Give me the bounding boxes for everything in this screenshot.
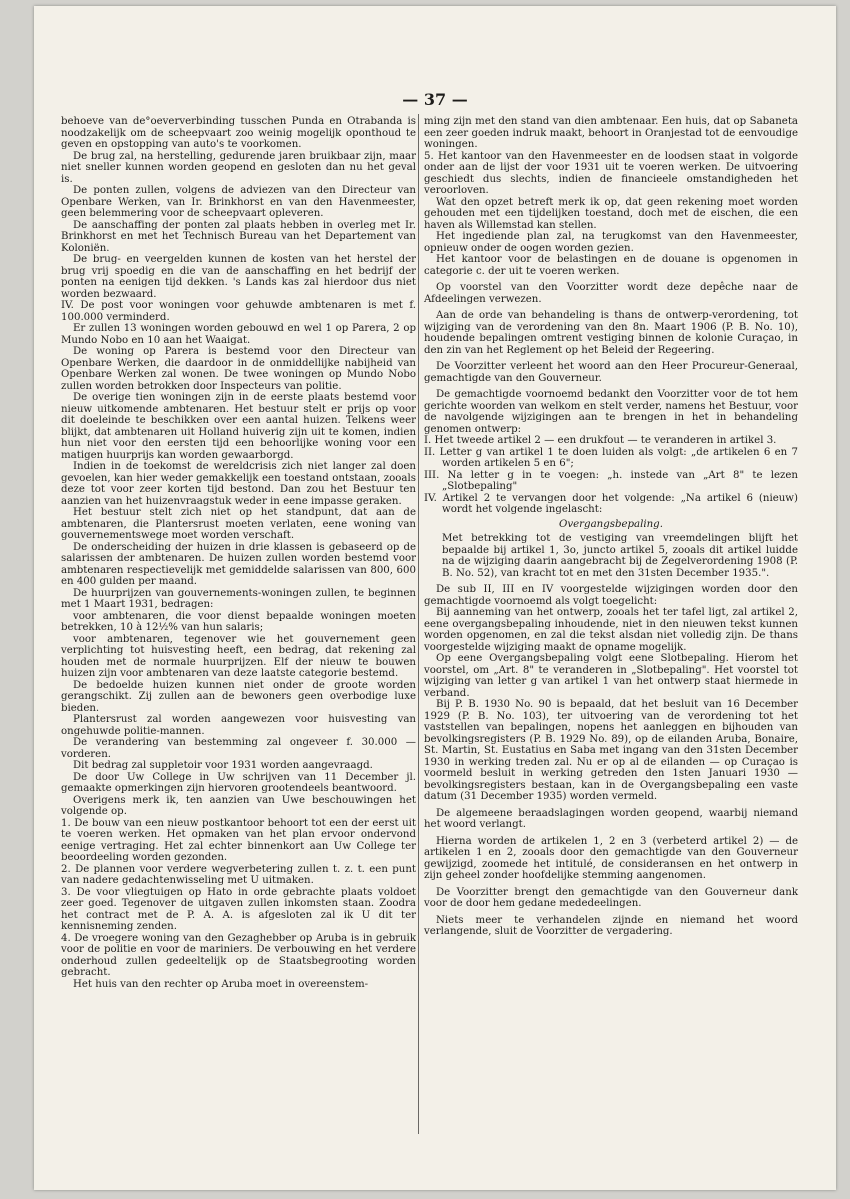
paragraph: De overige tien woningen zijn in de eerste plaats bestemd voor nieuw uitkomende ambtenaren. Het bestuur stelt er prijs op voor dit doeleinde te beschikken over een aantal huizen. Telkens weer blijkt, dat ambtenaren uit Holland huiverig zijn uit te komen, indien hun niet voor den eersten tijd een behoorlijke woning voor een matigen huurprijs kan worden gewaarborgd.	[61, 392, 416, 461]
paragraph: 2. De plannen voor verdere wegverbetering zullen t. z. t. een punt van nadere gedachtenwisseling met U uitmaken.	[61, 863, 416, 886]
paragraph: Wat den opzet betreft merk ik op, dat geen rekening moet worden gehouden met een tijdelijken toestand, doch met de eischen, die een haven als Willemstad kan stellen.	[424, 196, 798, 231]
paragraph: Op eene Overgangsbepaling volgt eene Slotbepaling. Hierom het voorstel, om „Art. 8" te veranderen in „Slotbepaling". Het voorstel tot wijziging van letter g van artikel 1 van het ontwerp staat hiermede in verband.	[424, 653, 798, 699]
paragraph: De huurprijzen van gouvernements-woningen zullen, te beginnen met 1 Maart 1931, bedragen:	[61, 587, 416, 610]
paragraph: De algemeene beraadslagingen worden geopend, waarbij niemand het woord verlangt.	[424, 807, 798, 830]
paragraph: Niets meer te verhandelen zijnde en niemand het woord verlangende, sluit de Voorzitter de vergadering.	[424, 914, 798, 937]
paragraph: De ponten zullen, volgens de adviezen van den Directeur van Openbare Werken, van Ir. Brinkhorst en van den Havenmeester, geen belemmering voor de scheepvaart opleveren.	[61, 185, 416, 219]
paragraph: De onderscheiding der huizen in drie klassen is gebaseerd op de salarissen der ambtenaren. De huizen zullen worden bestemd voor ambtenaren respectievelijk met gemiddelde salarissen van 800, 600 en 400 gulden per maand.	[61, 541, 416, 587]
paragraph: Het kantoor voor de belastingen en de douane is opgenomen in categorie c. der uit te voeren werken.	[424, 254, 798, 277]
paragraph: Het bestuur stelt zich niet op het standpunt, dat aan de ambtenaren, die Plantersrust moeten verlaten, eene woning van gouvernementswege moet worden verschaft.	[61, 507, 416, 541]
paragraph: 1. De bouw van een nieuw postkantoor behoort tot een der eerst uit te voeren werken. Het opmaken van het plan ervoor ondervond eenige vertraging. Het zal echter binnenkort aan Uw College ter beoordeeling worden gezonden.	[61, 817, 416, 863]
paragraph: Dit bedrag zal suppletoir voor 1931 worden aangevraagd.	[73, 760, 373, 771]
paragraph: De bedoelde huizen kunnen niet onder de groote worden gerangschikt. Zij zullen aan de bewoners geen overbodige luxe bieden.	[61, 679, 416, 714]
left-column	[61, 116, 416, 990]
paragraph: Bij aanneming van het ontwerp, zooals het ter tafel ligt, zal artikel 2, eene overgangsbepaling inhoudende, niet in den nieuwen tekst kunnen worden opgenomen, en zal die tekst alsdan niet volledig zijn. De thans voorgestelde wijziging maakt de opname mogelijk.	[424, 607, 798, 653]
paragraph: Overigens merk ik, ten aanzien van Uwe beschouwingen het volgende op.	[61, 794, 416, 817]
paragraph: behoeve van de°oeververbinding tusschen Punda en Otrabanda is noodzakelijk om de scheepvaart zoo weinig mogelijk oponthoud te geven en opstopping van auto's te voorkomen.	[61, 116, 416, 150]
paragraph: De sub II, III en IV voorgestelde wijzigingen worden door den gemachtigde voornoemd als volgt toegelicht:	[424, 584, 798, 607]
paragraph: 3. De voor vliegtuigen op Hato in orde gebrachte plaats voldoet zeer goed. Tegenover de uitgaven zullen inkomsten staan. Zoodra het contract met de P. A. A. is afgesloten zal ik U dit ter kennisneming zenden.	[61, 886, 416, 932]
paragraph: De brug zal, na herstelling, gedurende jaren bruikbaar zijn, maar niet sneller kunnen worden geopend en gesloten dan nu het geval is.	[61, 150, 416, 185]
paragraph: De verandering van bestemming zal ongeveer f. 30.000 — vorderen.	[61, 737, 416, 760]
paragraph: Het ingediende plan zal, na terugkomst van den Havenmeester, opnieuw onder de oogen worden gezien.	[424, 231, 798, 254]
paragraph: Bij P. B. 1930 No. 90 is bepaald, dat het besluit van 16 December 1929 (P. B. No. 103), ter uitvoering van de verordening tot het vaststellen van bepalingen, nopens het aanleggen en bijhouden van bevolkingsregisters (P. B. 1929 No. 89), op de eilanden Aruba, Bonaire, St. Martin, St. Eustatius en Saba met ingang van den 31sten December 1930 in werking treden zal. Nu er op al de eilanden — op Curaçao is voormeld besluit in werking getreden den 1sten Januari 1930 — bevolkingsregisters bestaan, kan in de Overgangsbepaling een vaste datum (31 December 1935) worden vermeld.	[424, 699, 798, 802]
document-page	[34, 6, 836, 1190]
section-heading: Overgangsbepaling.	[559, 518, 663, 530]
paragraph: I. Het tweede artikel 2 — een drukfout — te veranderen in artikel 3.	[424, 435, 777, 446]
paragraph: Plantersrust zal worden aangewezen voor huisvesting van ongehuwde politie-mannen.	[61, 714, 416, 737]
paragraph: II. Letter g van artikel 1 te doen luiden als volgt: „de artikelen 6 en 7 worden artikelen 5 en 6";	[424, 446, 798, 469]
paragraph: De gemachtigde voornoemd bedankt den Voorzitter voor de tot hem gerichte woorden van welkom en stelt verder, namens het Bestuur, voor de navolgende wijzigingen aan te brengen in het in behandeling genomen ontwerp:	[424, 389, 798, 435]
paragraph: IV. Artikel 2 te vervangen door het volgende: „Na artikel 6 (nieuw) wordt het volgende ingelascht:	[424, 492, 798, 515]
paragraph: Indien in de toekomst de wereldcrisis zich niet langer zal doen gevoelen, kan hier weder gemakkelijk een toestand ontstaan, zooals deze tot voor zeer korten tijd bestond. Dan zou het Bestuur ten aanzien van het huizenvraagstuk weder in eene impasse geraken.	[61, 461, 416, 507]
paragraph: Het huis van den rechter op Aruba moet in overeenstem-	[73, 978, 369, 990]
paragraph: Op voorstel van den Voorzitter wordt deze depêche naar de Afdeelingen verwezen.	[424, 282, 798, 305]
paragraph: ming zijn met den stand van dien ambtenaar. Een huis, dat op Sabaneta een zeer goeden indruk maakt, behoort in Oranjestad tot de eenvoudige woningen.	[424, 116, 798, 150]
paragraph: De brug- en veergelden kunnen de kosten van het herstel der brug vrij spoedig en die van de aanschaffing en het bedrijf der ponten na eenigen tijd dekken. 's Lands kas zal hierdoor dus niet worden bezwaard.	[61, 254, 416, 300]
paragraph: Er zullen 13 woningen worden gebouwd en wel 1 op Parera, 2 op Mundo Nobo en 10 aan het Waaigat.	[61, 323, 416, 346]
paragraph: Hierna worden de artikelen 1, 2 en 3 (verbeterd artikel 2) — de artikelen 1 en 2, zooals door den gemachtigde van den Gouverneur gewijzigd, zoomede het intitulé, de consideransen en het ontwerp in zijn geheel zonder hoofdelijke stemming aangenomen.	[424, 835, 798, 881]
paragraph: De woning op Parera is bestemd voor den Directeur van Openbare Werken, die daardoor in de onmiddellijke nabijheid van Openbare Werken zal wonen. De twee woningen op Mundo Nobo zullen worden betrokken door Inspecteurs van politie.	[61, 346, 416, 392]
paragraph: IV. De post voor woningen voor gehuwde ambtenaren is met f. 100.000 verminderd.	[61, 300, 416, 323]
page-number: — 37 —	[402, 90, 468, 109]
paragraph: 5. Het kantoor van den Havenmeester en de loodsen staat in volgorde onder aan de lijst der voor 1931 uit te voeren werken. De uitvoering geschiedt dus slechts, indien de financieele omstandigheden het veroorloven.	[424, 150, 798, 196]
paragraph: voor ambtenaren, die voor dienst bepaalde woningen moeten betrekken, 10 à 12½% van hun salaris;	[61, 610, 416, 633]
paragraph: De door Uw College in Uw schrijven van 11 December jl. gemaakte opmerkingen zijn hiervoren grootendeels beantwoord.	[61, 771, 416, 794]
paragraph: Met betrekking tot de vestiging van vreemdelingen blijft het bepaalde bij artikel 1, 3o, juncto artikel 5, zooals dit artikel luidde na de wijziging daarin aangebracht bij de Zegelverordening 1908 (P. B. No. 52), van kracht tot en met den 31sten December 1935.".	[442, 533, 798, 579]
right-column	[424, 116, 798, 938]
paragraph: III. Na letter g in te voegen: „h. instede van „Art 8" te lezen „Slotbepaling"	[424, 469, 798, 492]
paragraph: 4. De vroegere woning van den Gezaghebber op Aruba is in gebruik voor de politie en voor de mariniers. De verbouwing en het verdere onderhoud zullen gedeeltelijk op de Staatsbegrooting worden gebracht.	[61, 932, 416, 978]
paragraph: De Voorzitter brengt den gemachtigde van den Gouverneur dank voor de door hem gedane mededeelingen.	[424, 886, 798, 909]
column-divider	[418, 114, 419, 1134]
paragraph: De aanschaffing der ponten zal plaats hebben in overleg met Ir. Brinkhorst en met het Technisch Bureau van het Departement van Koloniën.	[61, 219, 416, 254]
paragraph: De Voorzitter verleent het woord aan den Heer Procureur-Generaal, gemachtigde van den Gouverneur.	[424, 361, 798, 384]
paragraph: Aan de orde van behandeling is thans de ontwerp-verordening, tot wijziging van de verordening van den 8n. Maart 1906 (P. B. No. 10), houdende bepalingen omtrent vestiging binnen de kolonie Curaçao, in den zin van het Reglement op het Beleid der Regeering.	[424, 310, 798, 356]
paragraph: voor ambtenaren, tegenover wie het gouvernement geen verplichting tot huisvesting heeft, een bedrag, dat rekening zal houden met de normale huurprijzen. Elf der nieuw te bouwen huizen zijn voor ambtenaren van deze laatste categorie bestemd.	[61, 633, 416, 679]
